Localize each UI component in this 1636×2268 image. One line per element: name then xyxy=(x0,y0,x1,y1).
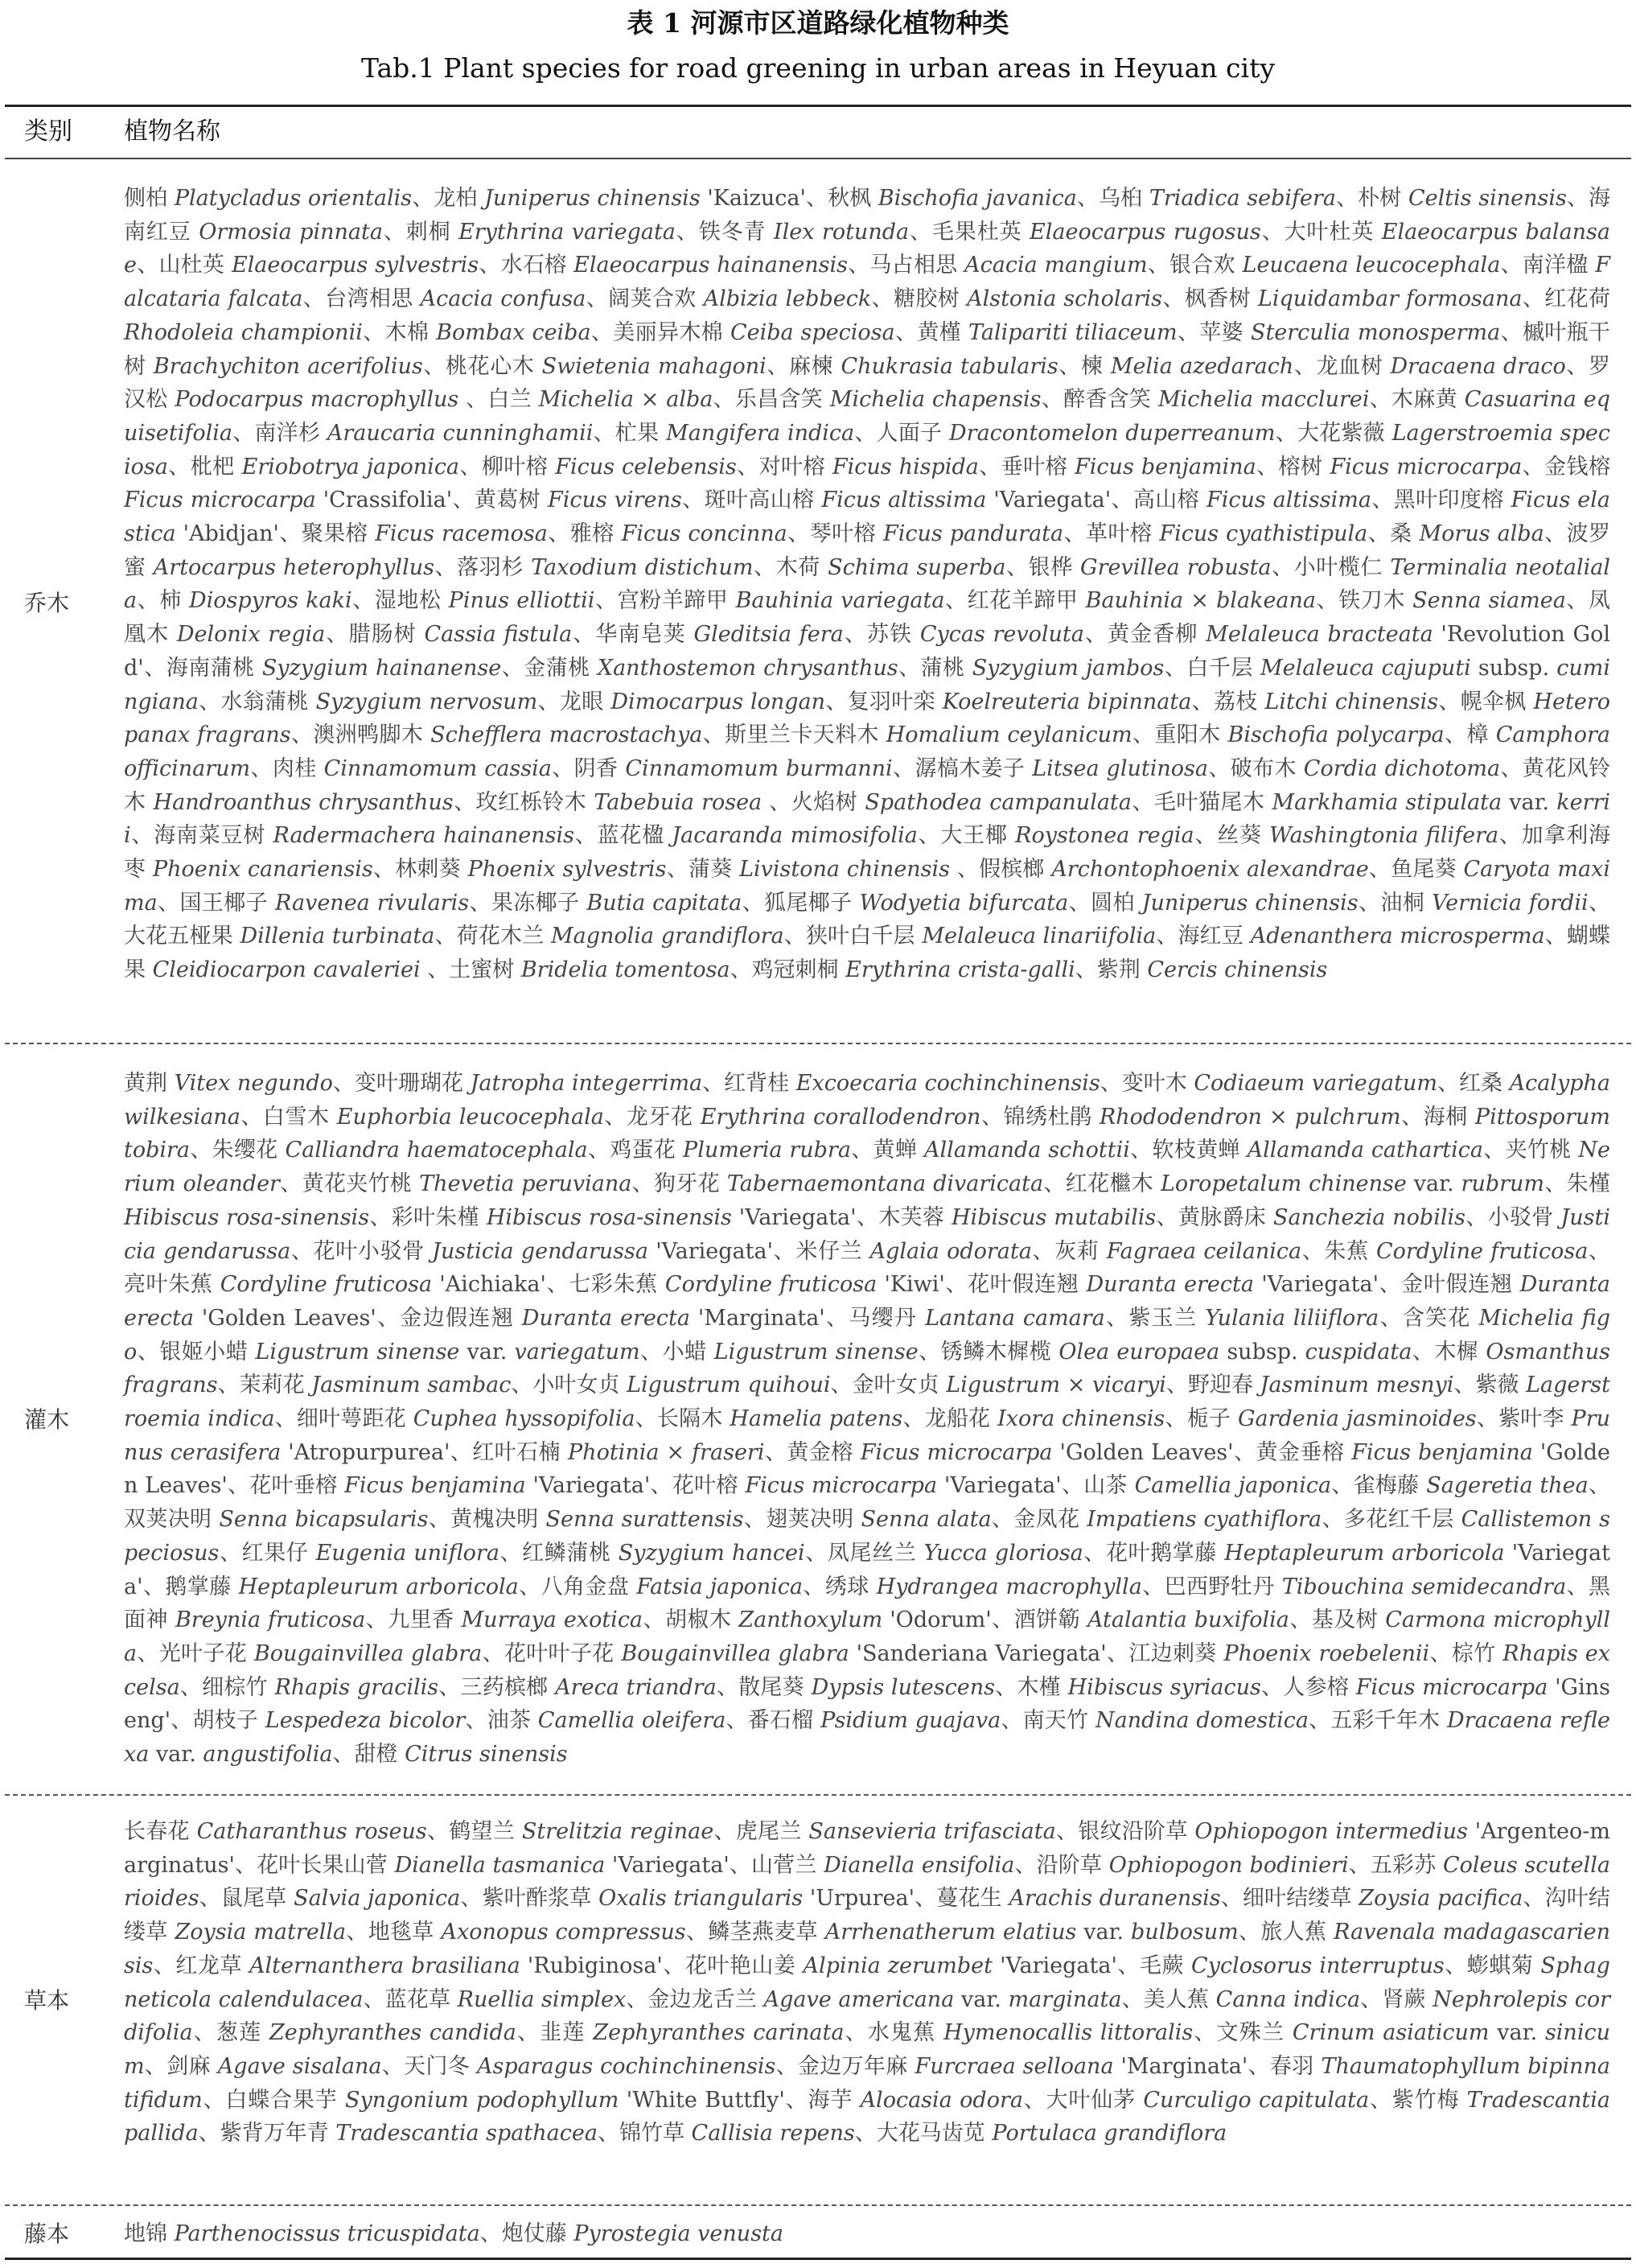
header-plant-name: 植物名称 xyxy=(124,117,220,146)
category-shrubs: 灌木 xyxy=(24,1406,70,1433)
table-title-en: Tab.1 Plant species for road greening in urban areas in Heyuan city xyxy=(361,52,1275,84)
row-divider xyxy=(5,1794,1631,1796)
row-trees-content: 侧柏 Platycladus orientalis、龙柏 Juniperus chinensis 'Kaizuca'、秋枫 Bischofia javanica、乌桕 Triadica sebifera、朴树 Celtis sinensis、海南红豆 Ormosia pinnata、刺桐 Erythrina variegata、铁冬青 Ilex rotunda、毛果杜英 Elaeocarpus rugosus、大叶杜英 Elaeocarpus balansae、山杜英 Elaeocarpus sylvestris、水石榕 Elaeocarpus hainanensis、马占相思 Acacia mangium、银合欢 Leucaena leucocephala、南洋楹 Falcataria falcata、台湾相思 Acacia confusa、阔荚合欢 Albizia lebbeck、糖胶树 Alstonia scholaris、枫香树 Liquidambar formosana、红花荷 Rhodoleia championii、木棉 Bombax ceiba、美丽异木棉 Ceiba speciosa、黄槿 Talipariti tiliaceum、苹婆 Sterculia monosperma、槭叶瓶干树 Brachychiton acerifolius、桃花心木 Swietenia mahagoni、麻楝 Chukrasia tabularis、楝 Melia azedarach、龙血树 Dracaena draco、罗汉松 Podocarpus macrophyllus 、白兰 Michelia × alba、乐昌含笑 Michelia chapensis、醉香含笑 Michelia macclurei、木麻黄 Casuarina equisetifolia、南洋杉 Araucaria cunninghamii、杧果 Mangifera indica、人面子 Dracontomelon duperreanum、大花紫薇 Lagerstroemia speciosa、枇杷 Eriobotrya japonica、柳叶榕 Ficus celebensis、对叶榕 Ficus hispida、垂叶榕 Ficus benjamina、榕树 Ficus microcarpa、金钱榕 Ficus microcarpa 'Crassifolia'、黄葛树 Ficus virens、斑叶高山榕 Ficus altissima 'Variegata'、高山榕 Ficus altissima、黑叶印度榕 Ficus elastica 'Abidjan'、聚果榕 Ficus racemosa、雅榕 Ficus concinna、琴叶榕 Ficus pandurata、革叶榕 Ficus cyathistipula、桑 Morus alba、波罗蜜 Artocarpus heterophyllus、落羽杉 Taxodium distichum、木荷 Schima superba、银桦 Grevillea robusta、小叶榄仁 Terminalia neotaliala、柿 Diospyros kaki、湿地松 Pinus elliottii、宫粉羊蹄甲 Bauhinia variegata、红花羊蹄甲 Bauhinia × blakeana、铁刀木 Senna siamea、凤凰木 Delonix regia、腊肠树 Cassia fistula、华南皂荚 Gleditsia fera、苏铁 Cycas revoluta、黄金香柳 Melaleuca bracteata 'Revolution Gold'、海南蒲桃 Syzygium hainanense、金蒲桃 Xanthostemon chrysanthus、蒲桃 Syzygium jambos、白千层 Melaleuca cajuputi subsp. cumingiana、水翁蒲桃 Syzygium nervosum、龙眼 Dimocarpus longan、复羽叶栾 Koelreuteria bipinnata、荔枝 Litchi chinensis、幌伞枫 Heteropanax fragrans、澳洲鸭脚木 Schefflera macrostachya、斯里兰卡天料木 Homalium ceylanicum、重阳木 Bischofia polycarpa、樟 Camphora officinarum、肉桂 Cinnamomum cassia、阴香 Cinnamomum burmanni、潺槁木姜子 Litsea glutinosa、破布木 Cordia dichotoma、黄花风铃木 Handroanthus chrysanthus、玫红栎铃木 Tabebuia rosea 、火焰树 Spathodea campanulata、毛叶猫尾木 Markhamia stipulata var. kerrii、海南菜豆树 Radermachera hainanensis、蓝花楹 Jacaranda mimosifolia、大王椰 Roystonea regia、丝葵 Washingtonia filifera、加拿利海枣 Phoenix canariensis、林刺葵 Phoenix sylvestris、蒲葵 Livistona chinensis 、假槟榔 Archontophoenix alexandrae、鱼尾葵 Caryota maxima、国王椰子 Ravenea rivularis、果冻椰子 Butia capitata、狐尾椰子 Wodyetia bifurcata、圆柏 Juniperus chinensis、油桐 Vernicia fordii、大花五桠果 Dillenia turbinata、荷花木兰 Magnolia grandiflora、狭叶白千层 Melaleuca linariifolia、海红豆 Adenanthera microsperma、蝴蝶果 Cleidiocarpon cavaleriei 、土蜜树 Bridelia tomentosa、鸡冠刺桐 Erythrina crista-galli、紫荆 Cercis chinensis xyxy=(124,186,1611,983)
row-shrubs-content: 黄荆 Vitex negundo、变叶珊瑚花 Jatropha integerrima、红背桂 Excoecaria cochinchinensis、变叶木 Codiaeum variegatum、红桑 Acalypha wilkesiana、白雪木 Euphorbia leucocephala、龙牙花 Erythrina corallodendron、锦绣杜鹃 Rhododendron × pulchrum、海桐 Pittosporum tobira、朱缨花 Calliandra haematocephala、鸡蛋花 Plumeria rubra、黄蝉 Allamanda schottii、软枝黄蝉 Allamanda cathartica、夹竹桃 Nerium oleander、黄花夹竹桃 Thevetia peruviana、狗牙花 Tabernaemontana divaricata、红花檵木 Loropetalum chinense var. rubrum、朱槿 Hibiscus rosa-sinensis、彩叶朱槿 Hibiscus rosa-sinensis 'Variegata'、木芙蓉 Hibiscus mutabilis、黄脉爵床 Sanchezia nobilis、小驳骨 Justicia gendarussa、花叶小驳骨 Justicia gendarussa 'Variegata'、米仔兰 Aglaia odorata、灰莉 Fagraea ceilanica、朱蕉 Cordyline fruticosa、亮叶朱蕉 Cordyline fruticosa 'Aichiaka'、七彩朱蕉 Cordyline fruticosa 'Kiwi'、花叶假连翘 Duranta erecta 'Variegata'、金叶假连翘 Duranta erecta 'Golden Leaves'、金边假连翘 Duranta erecta 'Marginata'、马缨丹 Lantana camara、紫玉兰 Yulania liliiflora、含笑花 Michelia figo、银姬小蜡 Ligustrum sinense var. variegatum、小蜡 Ligustrum sinense、锈鳞木樨榄 Olea europaea subsp. cuspidata、木樨 Osmanthus fragrans、茉莉花 Jasminum sambac、小叶女贞 Ligustrum quihoui、金叶女贞 Ligustrum × vicaryi、野迎春 Jasminum mesnyi、紫薇 Lagerstroemia indica、细叶萼距花 Cuphea hyssopifolia、长隔木 Hamelia patens、龙船花 Ixora chinensis、栀子 Gardenia jasminoides、紫叶李 Prunus cerasifera 'Atropurpurea'、红叶石楠 Photinia × fraseri、黄金榕 Ficus microcarpa 'Golden Leaves'、黄金垂榕 Ficus benjamina 'Golden Leaves'、花叶垂榕 Ficus benjamina 'Variegata'、花叶榕 Ficus microcarpa 'Variegata'、山茶 Camellia japonica、雀梅藤 Sageretia thea、双荚决明 Senna bicapsularis、黄槐决明 Senna surattensis、翅荚决明 Senna alata、金凤花 Impatiens cyathiflora、多花红千层 Callistemon speciosus、红果仔 Eugenia uniflora、红鳞蒲桃 Syzygium hancei、凤尾丝兰 Yucca gloriosa、花叶鹅掌藤 Heptapleurum arboricola 'Variegata'、鹅掌藤 Heptapleurum arboricola、八角金盘 Fatsia japonica、绣球 Hydrangea macrophylla、巴西野牡丹 Tibouchina semidecandra、黑面神 Breynia fruticosa、九里香 Murraya exotica、胡椒木 Zanthoxylum 'Odorum'、酒饼簕 Atalantia buxifolia、基及树 Carmona microphylla、光叶子花 Bougainvillea glabra、花叶叶子花 Bougainvillea glabra 'Sanderiana Variegata'、江边刺葵 Phoenix roebelenii、棕竹 Rhapis excelsa、细棕竹 Rhapis gracilis、三药槟榔 Areca triandra、散尾葵 Dypsis lutescens、木槿 Hibiscus syriacus、人参榕 Ficus microcarpa 'Ginseng'、胡枝子 Lespedeza bicolor、油茶 Camellia oleifera、番石榴 Psidium guajava、南天竹 Nandina domestica、五彩千年木 Dracaena reflexa var. angustifolia、甜橙 Citrus sinensis xyxy=(124,1071,1611,1768)
row-divider xyxy=(5,2204,1631,2206)
table-title-cn: 表 1 河源市区道路绿化植物种类 xyxy=(627,7,1009,39)
category-vines: 藤本 xyxy=(24,2221,70,2247)
header-category: 类别 xyxy=(24,117,72,146)
row-vines-content: 地锦 Parthenocissus tricuspidata、炮仗藤 Pyrostegia venusta xyxy=(124,2221,783,2246)
top-rule xyxy=(5,105,1631,107)
category-trees: 乔木 xyxy=(24,590,70,616)
bottom-rule xyxy=(5,2258,1631,2260)
row-herbs-content: 长春花 Catharanthus roseus、鹤望兰 Strelitzia reginae、虎尾兰 Sansevieria trifasciata、银纹沿阶草 Ophiopogon intermedius 'Argenteo-marginatus'、花叶长果山菅 Dianella tasmanica 'Variegata'、山菅兰 Dianella ensifolia、沿阶草 Ophiopogon bodinieri、五彩苏 Coleus scutellarioides、鼠尾草 Salvia japonica、紫叶酢浆草 Oxalis triangularis 'Urpurea'、蔓花生 Arachis duranensis、细叶结缕草 Zoysia pacifica、沟叶结缕草 Zoysia matrella、地毯草 Axonopus compressus、鳞茎燕麦草 Arrhenatherum elatius var. bulbosum、旅人蕉 Ravenala madagascariensis、红龙草 Alternanthera brasiliana 'Rubiginosa'、花叶艳山姜 Alpinia zerumbet 'Variegata'、毛蕨 Cyclosorus interruptus、蟛蜞菊 Sphagneticola calendulacea、蓝花草 Ruellia simplex、金边龙舌兰 Agave americana var. marginata、美人蕉 Canna indica、肾蕨 Nephrolepis cordifolia、葱莲 Zephyranthes candida、韭莲 Zephyranthes carinata、水鬼蕉 Hymenocallis littoralis、文殊兰 Crinum asiaticum var. sinicum、剑麻 Agave sisalana、天门冬 Asparagus cochinchinensis、金边万年麻 Furcraea selloana 'Marginata'、春羽 Thaumatophyllum bipinnatifidum、白蝶合果芋 Syngonium podophyllum 'White Buttfly'、海芋 Alocasia odora、大叶仙茅 Curculigo capitulata、紫竹梅 Tradescantia pallida、紫背万年青 Tradescantia spathacea、锦竹草 Callisia repens、大花马齿苋 Portulaca grandiflora xyxy=(124,1819,1611,2147)
header-rule xyxy=(5,158,1631,159)
row-divider xyxy=(5,1043,1631,1044)
category-herbs: 草本 xyxy=(24,1987,70,2014)
